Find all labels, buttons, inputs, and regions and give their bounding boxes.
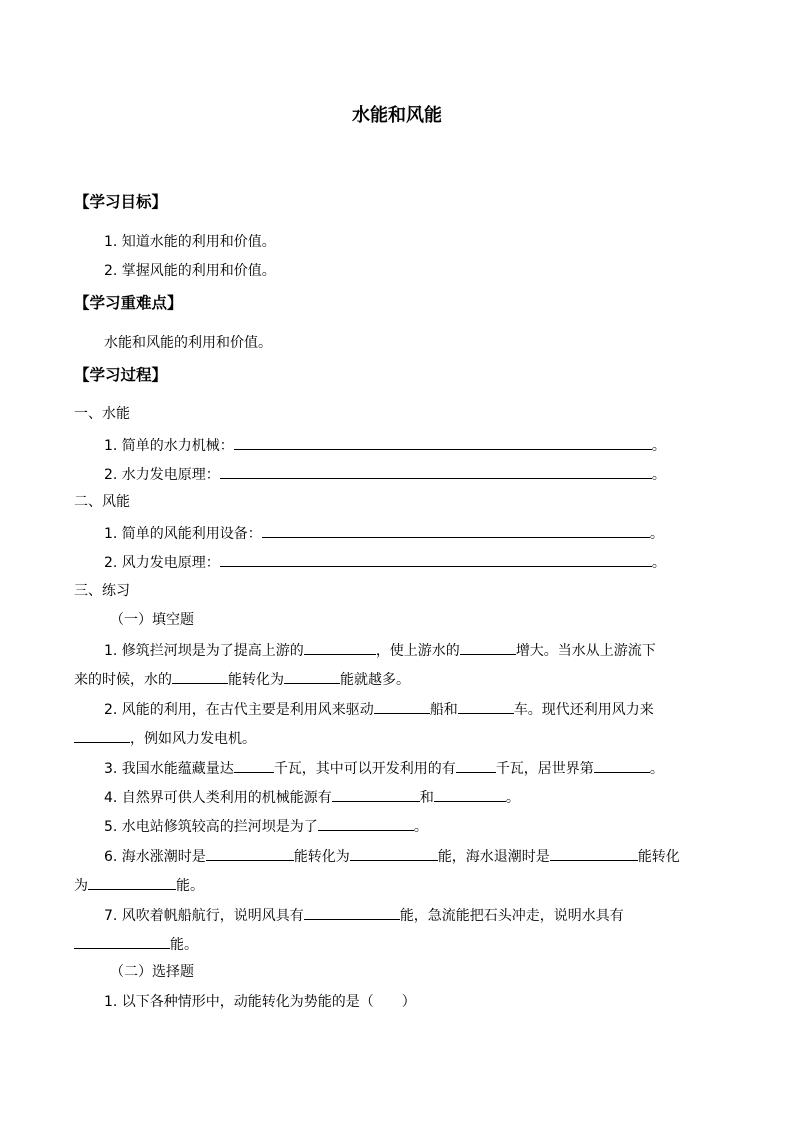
- fill-1-text-d: 来的时候，水的: [74, 672, 172, 688]
- fill-6-text-d: 能转化: [637, 849, 680, 865]
- fill-7-blank-1[interactable]: [304, 905, 400, 920]
- fill-6-text-f: 能。: [176, 878, 204, 894]
- fill-2-text-b: 船和: [429, 702, 458, 718]
- fill-2-blank-2[interactable]: [458, 699, 514, 714]
- fill-6-text-b: 能转化为: [293, 849, 350, 865]
- fill-6-line-2: [74, 875, 204, 895]
- fill-6-blank-2[interactable]: [350, 846, 438, 861]
- fill-6-blank-3[interactable]: [550, 846, 638, 861]
- fill-heading: （一）填空题: [110, 612, 194, 628]
- goal-item-2: 2. 掌握风能的利用和价值。: [104, 263, 276, 279]
- fill-1-text-b: ，使上游水的: [375, 643, 460, 659]
- wind-q1: [104, 523, 664, 543]
- choice-heading: （二）选择题: [110, 964, 194, 980]
- wind-q1-blank[interactable]: [262, 523, 650, 538]
- fill-3-blank-1[interactable]: [234, 758, 274, 773]
- fill-1-text-a: 1. 修筑拦河坝是为了提高上游的: [104, 643, 304, 659]
- key-points-heading: 【学习重难点】: [74, 294, 183, 312]
- fill-6-blank-4[interactable]: [88, 875, 176, 890]
- fill-2-line-1: [104, 699, 654, 719]
- fill-6-line-1: [104, 846, 680, 866]
- fill-4: [104, 787, 520, 807]
- fill-7-text-a: 7. 风吹着帆船航行，说明风具有: [104, 908, 304, 924]
- fill-7-blank-2[interactable]: [74, 934, 170, 949]
- fill-7-line-2: [74, 934, 198, 954]
- fill-2-text-c: 车。现代还利用风力来: [513, 702, 654, 718]
- fill-4-blank-2[interactable]: [434, 787, 506, 802]
- process-heading: 【学习过程】: [74, 366, 168, 384]
- goals-heading: 【学习目标】: [74, 193, 168, 211]
- wind-q1-label: 1. 简单的风能利用设备：: [104, 526, 262, 542]
- fill-5-text-a: 5. 水电站修筑较高的拦河坝是为了: [104, 819, 318, 835]
- goal-item-1: 1. 知道水能的利用和价值。: [104, 234, 276, 250]
- fill-3-text-d: 。: [649, 761, 664, 777]
- fill-7-text-c: 能。: [170, 937, 198, 953]
- fill-2-line-2: [74, 728, 256, 748]
- section-wind-title: 二、风能: [74, 494, 130, 510]
- key-points-text: 水能和风能的利用和价值。: [104, 335, 272, 351]
- wind-q2-blank[interactable]: [220, 552, 652, 567]
- wind-q2: [104, 552, 666, 572]
- wind-q2-label: 2. 风力发电原理：: [104, 555, 220, 571]
- fill-1-line-1: [104, 640, 656, 660]
- fill-3-blank-3[interactable]: [594, 758, 650, 773]
- fill-1-blank-4[interactable]: [284, 669, 340, 684]
- fill-6-blank-1[interactable]: [206, 846, 294, 861]
- fill-4-text-c: 。: [505, 790, 520, 806]
- fill-3: [104, 758, 664, 778]
- water-q2-blank[interactable]: [220, 464, 652, 479]
- fill-5: [104, 816, 428, 836]
- water-q2-end: 。: [651, 467, 666, 483]
- fill-6-text-e: 为: [74, 878, 88, 894]
- fill-6-text-a: 6. 海水涨潮时是: [104, 849, 206, 865]
- fill-3-text-b: 千瓦，其中可以开发利用的有: [273, 761, 456, 777]
- fill-1-text-e: 能转化为: [228, 672, 284, 688]
- fill-3-text-a: 3. 我国水能蕴藏量达: [104, 761, 234, 777]
- water-q1: [104, 435, 666, 455]
- water-q1-label: 1. 简单的水力机械：: [104, 438, 234, 454]
- fill-6-text-c: 能，海水退潮时是: [437, 849, 550, 865]
- water-q2: [104, 464, 666, 484]
- fill-1-blank-3[interactable]: [172, 669, 228, 684]
- section-practice-title: 三、练习: [74, 583, 130, 599]
- fill-4-blank-1[interactable]: [332, 787, 420, 802]
- fill-3-blank-2[interactable]: [456, 758, 496, 773]
- fill-4-text-b: 和: [419, 790, 434, 806]
- choice-1: 1. 以下各种情形中，动能转化为势能的是（ ）: [104, 994, 416, 1010]
- fill-2-blank-1[interactable]: [374, 699, 430, 714]
- water-q1-end: 。: [651, 438, 666, 454]
- fill-2-blank-3[interactable]: [74, 728, 130, 743]
- wind-q1-end: 。: [649, 526, 664, 542]
- fill-5-text-b: 。: [413, 819, 428, 835]
- page-title: 水能和风能: [352, 105, 442, 126]
- fill-1-blank-2[interactable]: [460, 640, 516, 655]
- fill-7-text-b: 能，急流能把石头冲走，说明水具有: [399, 908, 624, 924]
- water-q1-blank[interactable]: [234, 435, 652, 450]
- water-q2-label: 2. 水力发电原理：: [104, 467, 220, 483]
- fill-1-blank-1[interactable]: [304, 640, 376, 655]
- fill-3-text-c: 千瓦，居世界第: [495, 761, 594, 777]
- fill-2-text-a: 2. 风能的利用，在古代主要是利用风来驱动: [104, 702, 374, 718]
- fill-2-text-d: ，例如风力发电机。: [130, 731, 256, 747]
- fill-5-blank-1[interactable]: [318, 816, 414, 831]
- fill-1-text-f: 能就越多。: [340, 672, 410, 688]
- fill-1-text-c: 增大。当水从上游流下: [515, 643, 656, 659]
- wind-q2-end: 。: [651, 555, 666, 571]
- fill-1-line-2: [74, 669, 410, 689]
- fill-4-text-a: 4. 自然界可供人类利用的机械能源有: [104, 790, 332, 806]
- fill-7-line-1: [104, 905, 624, 925]
- section-water-title: 一、水能: [74, 406, 130, 422]
